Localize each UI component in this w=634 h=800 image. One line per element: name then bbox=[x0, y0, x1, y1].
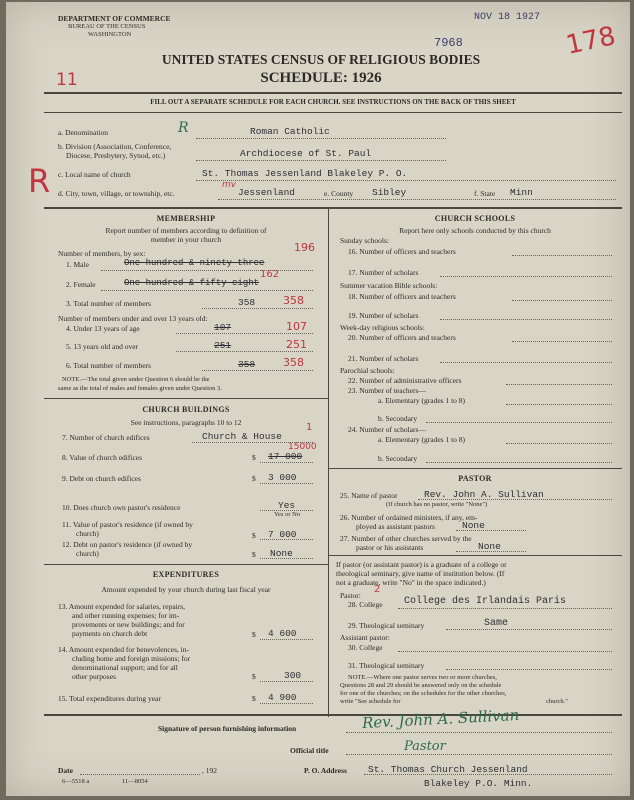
census-schedule-sheet bbox=[6, 2, 630, 796]
state-value: Minn bbox=[510, 187, 533, 198]
q1-correction: 196 bbox=[294, 241, 315, 254]
q23a-label: a. Elementary (grades 1 to 8) bbox=[378, 396, 466, 405]
q5-label: 5. 13 years old and over bbox=[66, 342, 139, 351]
q26-label-2: ployed as assistant pastors bbox=[356, 522, 435, 531]
q8-value: 17 000 bbox=[268, 451, 303, 462]
date-label: Date bbox=[58, 766, 73, 775]
q8-correction: 15000 bbox=[288, 442, 317, 452]
q10-hint: Yes or No bbox=[274, 511, 301, 518]
weekday-schools-label: Week-day religious schools: bbox=[340, 323, 425, 332]
q10-label: 10. Does church own pastor's residence bbox=[62, 503, 181, 512]
q11-value: 7 000 bbox=[268, 529, 297, 540]
bureau-city: WASHINGTON bbox=[88, 31, 132, 38]
q18-label: 18. Number of officers and teachers bbox=[348, 292, 456, 301]
buildings-heading: CHURCH BUILDINGS bbox=[142, 405, 230, 414]
q22-label: 22. Number of administrative officers bbox=[348, 376, 462, 385]
department-name: DEPARTMENT OF COMMERCE bbox=[58, 14, 171, 23]
q25-value: Rev. John A. Sullivan bbox=[424, 489, 544, 500]
pastor-note-2: Questions 28 and 29 should be answered only on the schedule bbox=[340, 682, 502, 689]
q27-label-1: 27. Number of other churches served by the bbox=[340, 534, 472, 543]
q6-correction: 358 bbox=[283, 356, 304, 369]
q25-hint: (If church has no pastor, write "None") bbox=[386, 501, 488, 508]
q9-label: 9. Debt on church edifices bbox=[62, 474, 141, 483]
schedule-year: SCHEDULE: 1926 bbox=[260, 70, 382, 86]
q2-correction: 162 bbox=[260, 269, 280, 280]
q13-value: 4 600 bbox=[268, 628, 297, 639]
sunday-schools-label: Sunday schools: bbox=[340, 236, 389, 245]
division-label-1: b. Division (Association, Conference, bbox=[58, 142, 172, 151]
pastor-note-4: write "See schedule for bbox=[340, 698, 401, 705]
q6-label: 6. Total number of members bbox=[66, 361, 151, 370]
q12-label-1: 12. Debt on pastor's residence (if owned by bbox=[62, 540, 193, 549]
pastor-sub-label: Pastor: bbox=[340, 591, 361, 600]
membership-note-1: NOTE.—The total given under Question 6 should be the bbox=[62, 376, 210, 383]
q16-label: 16. Number of officers and teachers bbox=[348, 247, 456, 256]
membership-heading: MEMBERSHIP bbox=[156, 214, 216, 223]
q14-value: 300 bbox=[284, 670, 302, 681]
official-title-value: Pastor bbox=[404, 739, 446, 754]
denomination-code: R bbox=[178, 120, 189, 136]
q5-value: 251 bbox=[214, 340, 232, 351]
q10-value: Yes bbox=[278, 500, 296, 511]
pastor-note-5: church." bbox=[546, 698, 568, 705]
q14-label-2: cluding home and foreign missions; for bbox=[72, 654, 191, 663]
graduate-instruction-3: not a graduate, write "No" in the space indicated.) bbox=[336, 578, 486, 587]
membership-sub-1: Report number of members according to definition of bbox=[105, 226, 267, 235]
q13-label-4: payments on church debt bbox=[72, 629, 148, 638]
assistant-pastor-label: Assistant pastor: bbox=[340, 633, 390, 642]
q20-label: 20. Number of officers and teachers bbox=[348, 333, 456, 342]
q25-label: 25. Name of pastor bbox=[340, 491, 398, 500]
city-value: Jessenland bbox=[238, 187, 296, 198]
red-mark-r: R bbox=[28, 162, 51, 200]
denomination-value: Roman Catholic bbox=[250, 126, 330, 137]
division-label-2: Diocese, Presbytery, Synod, etc.) bbox=[66, 151, 166, 160]
q13-label-3: provements or new buildings; and for bbox=[72, 620, 185, 629]
state-label: f. State bbox=[474, 189, 496, 198]
church-name-label: c. Local name of church bbox=[58, 170, 131, 179]
date-received-stamp: NOV 18 1927 bbox=[474, 12, 541, 23]
q15-value: 4 900 bbox=[268, 692, 297, 703]
form-title: UNITED STATES CENSUS OF RELIGIOUS BODIES bbox=[161, 52, 481, 67]
pastor-heading: PASTOR bbox=[458, 474, 492, 483]
q24-label: 24. Number of scholars— bbox=[348, 425, 426, 434]
q2-label: 2. Female bbox=[66, 280, 96, 289]
red-mark-mv: mv bbox=[222, 180, 237, 190]
po-address-label: P. O. Address bbox=[304, 766, 347, 775]
q7-correction: 1 bbox=[306, 422, 313, 433]
pastor-note-3: for one of the churches; on the schedules for the other churches, bbox=[340, 690, 507, 697]
graduate-instruction-1: If pastor (or assistant pastor) is a graduate of a college or bbox=[336, 560, 507, 569]
print-number: 11—8054 bbox=[122, 778, 148, 785]
q13-dollar: $ bbox=[252, 630, 256, 639]
q26-value: None bbox=[462, 520, 485, 531]
signature-value: Rev. John A. Sullivan bbox=[361, 705, 520, 733]
q4-correction: 107 bbox=[286, 320, 307, 333]
q14-label-3: denominational support; and for all bbox=[72, 663, 178, 672]
q4-label: 4. Under 13 years of age bbox=[66, 324, 140, 333]
q23-label: 23. Number of teachers— bbox=[348, 386, 426, 395]
denomination-label: a. Denomination bbox=[58, 128, 108, 137]
q29-label: 29. Theological seminary bbox=[348, 621, 425, 630]
age-groups-label: Number of members under and over 13 years old: bbox=[58, 314, 208, 323]
po-address-line-1: St. Thomas Church Jessenland bbox=[368, 764, 528, 775]
membership-sub-2: member in your church bbox=[150, 235, 222, 244]
signature-label: Signature of person furnishing information bbox=[158, 724, 297, 733]
schools-heading: CHURCH SCHOOLS bbox=[434, 214, 516, 223]
q17-label: 17. Number of scholars bbox=[348, 268, 419, 277]
q27-value: None bbox=[478, 541, 501, 552]
red-mark-178: 178 bbox=[563, 21, 619, 61]
q3-correction: 358 bbox=[283, 294, 304, 307]
q2-value: One hundred & fifty eight bbox=[124, 278, 260, 288]
q19-label: 19. Number of scholars bbox=[348, 311, 419, 320]
po-address-line-2: Blakeley P.O. Minn. bbox=[424, 778, 533, 789]
members-by-sex-label: Number of members, by sex: bbox=[58, 249, 146, 258]
q29-value: Same bbox=[484, 618, 509, 629]
division-value: Archdiocese of St. Paul bbox=[240, 148, 372, 159]
parochial-schools-label: Parochial schools: bbox=[340, 366, 395, 375]
pastor-red-mark: 2 bbox=[374, 584, 381, 595]
q26-label-1: 26. Number of ordained ministers, if any, em- bbox=[340, 513, 478, 522]
q7-value: Church & House bbox=[202, 431, 282, 442]
q28-value: College des Irlandais Paris bbox=[404, 596, 567, 607]
form-number: 6—5518 a bbox=[62, 778, 90, 785]
q28-label: 28. College bbox=[348, 600, 383, 609]
membership-note-2: same as the total of males and females given under Question 3. bbox=[58, 385, 222, 392]
q14-label-1: 14. Amount expended for benevolences, in- bbox=[58, 645, 190, 654]
city-label: d. City, town, village, or township, etc. bbox=[58, 189, 175, 198]
q15-label: 15. Total expenditures during year bbox=[58, 694, 161, 703]
church-name-value: St. Thomas Jessenland Blakeley P. O. bbox=[202, 168, 408, 179]
q21-label: 21. Number of scholars bbox=[348, 354, 419, 363]
q12-dollar: $ bbox=[252, 550, 256, 559]
q8-dollar: $ bbox=[252, 453, 256, 462]
expenditures-sub: Amount expended by your church during last fiscal year bbox=[101, 585, 271, 594]
q9-dollar: $ bbox=[252, 474, 256, 483]
q4-value: 107 bbox=[214, 322, 232, 333]
q11-label-2: church) bbox=[76, 529, 99, 538]
q3-value: 358 bbox=[238, 297, 256, 308]
q27-label-2: pastor or his assistants bbox=[356, 543, 424, 552]
q8-label: 8. Value of church edifices bbox=[62, 453, 143, 462]
instruction-line: FILL OUT A SEPARATE SCHEDULE FOR EACH CHURCH. SEE INSTRUCTIONS ON THE BACK OF THIS SHEET bbox=[150, 98, 516, 106]
q30-label: 30. College bbox=[348, 643, 383, 652]
q1-label: 1. Male bbox=[66, 260, 89, 269]
q15-dollar: $ bbox=[252, 694, 256, 703]
q1-value: One hundred & ninety three bbox=[124, 258, 265, 268]
county-label: e. County bbox=[324, 189, 354, 198]
q5-correction: 251 bbox=[286, 338, 307, 351]
summer-schools-label: Summer vacation Bible schools: bbox=[340, 281, 438, 290]
q13-label-1: 13. Amount expended for salaries, repairs, bbox=[58, 602, 186, 611]
expenditures-heading: EXPENDITURES bbox=[152, 570, 220, 579]
schools-sub: Report here only schools conducted by this church bbox=[399, 226, 551, 235]
q6-value: 358 bbox=[238, 359, 256, 370]
q11-label-1: 11. Value of pastor's residence (if owned by bbox=[62, 520, 193, 529]
official-title-label: Official title bbox=[290, 746, 329, 755]
bureau-name: BUREAU OF THE CENSUS bbox=[68, 23, 146, 30]
q7-label: 7. Number of church edifices bbox=[62, 433, 150, 442]
q12-label-2: church) bbox=[76, 549, 99, 558]
schedule-number-stamp: 7968 bbox=[434, 36, 463, 50]
q31-label: 31. Theological seminary bbox=[348, 661, 425, 670]
q3-label: 3. Total number of members bbox=[66, 299, 151, 308]
q13-label-2: and other running expenses; for im- bbox=[72, 611, 180, 620]
date-year: , 192 bbox=[202, 766, 217, 775]
buildings-sub: See instructions, paragraphs 10 to 12 bbox=[130, 418, 242, 427]
q24a-label: a. Elementary (grades 1 to 8) bbox=[378, 435, 466, 444]
red-mark-11: 11 bbox=[56, 70, 78, 90]
q9-value: 3 000 bbox=[268, 472, 297, 483]
pastor-note-1: NOTE.—Where one pastor serves two or more churches, bbox=[348, 674, 497, 681]
q23b-label: b. Secondary bbox=[378, 414, 418, 423]
q24b-label: b. Secondary bbox=[378, 454, 418, 463]
county-value: Sibley bbox=[372, 187, 407, 198]
q11-dollar: $ bbox=[252, 531, 256, 540]
q14-label-4: other purposes bbox=[72, 672, 116, 681]
q14-dollar: $ bbox=[252, 672, 256, 681]
graduate-instruction-2: theological seminary, give name of institution below. (If bbox=[336, 569, 505, 578]
q12-value: None bbox=[270, 548, 293, 559]
